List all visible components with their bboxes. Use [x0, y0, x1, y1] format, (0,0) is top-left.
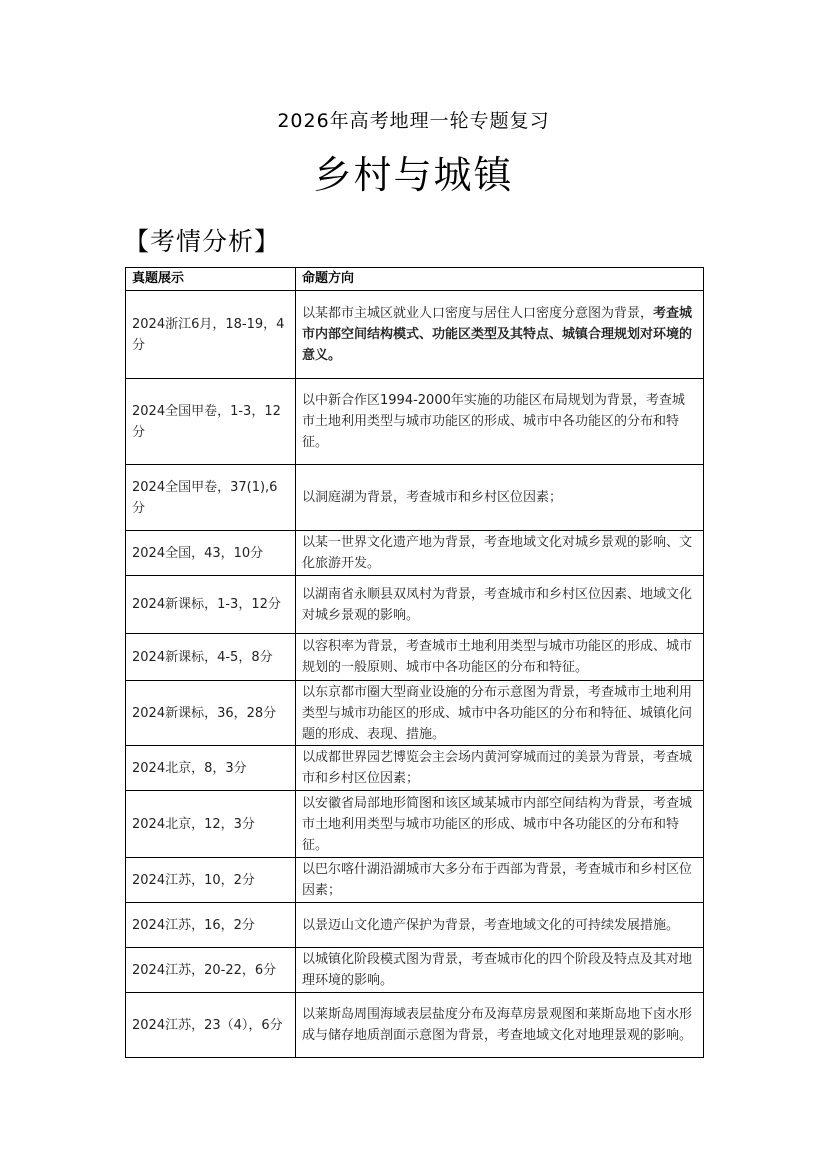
- direction-text: 以湖南省永顺县双凤村为背景，考查城市和乡村区位因素、地域文化对城乡景观的影响。: [302, 586, 693, 623]
- direction-text: 以洞庭湖为背景，考查城市和乡村区位因素；: [302, 490, 563, 505]
- exam-source-cell: [126, 858, 296, 903]
- direction-cell: [296, 746, 704, 791]
- section-heading: 【考情分析】: [124, 227, 281, 256]
- column-header-direction: 命题方向: [296, 268, 704, 291]
- page-subtitle: 2026年高考地理一轮专题复习: [277, 110, 550, 132]
- table-row: [126, 576, 704, 634]
- exam-source-cell: [126, 903, 296, 948]
- exam-source-text: 2024浙江6月，18-19，4分: [132, 316, 285, 353]
- table-row: [126, 948, 704, 993]
- direction-text: 以中新合作区1994-2000年实施的功能区布局规划为背景，考查城市土地利用类型与城市功能区的形成、城市中各功能区的分布和特征。: [302, 393, 685, 450]
- exam-source-cell: [126, 948, 296, 993]
- table-row: [126, 531, 704, 576]
- exam-source-text: 2024北京，12，3分: [132, 816, 255, 832]
- direction-cell: [296, 903, 704, 948]
- table-header-row: [126, 268, 704, 291]
- exam-source-cell: [126, 291, 296, 379]
- exam-source-text: 2024全国甲卷，37(1),6分: [132, 479, 278, 516]
- direction-text: 以安徽省局部地形简图和该区域某城市内部空间结构为背景，考查城市土地利用类型与城市功能区的形成、城市中各功能区的分布和特征。: [302, 795, 693, 853]
- column-header-source: 真题展示: [126, 268, 296, 291]
- direction-text: 以容积率为背景，考查城市土地利用类型与城市功能区的形成、城市规划的一般原则、城市中各功能区的分布和特征。: [302, 639, 693, 675]
- direction-cell: [296, 681, 704, 746]
- exam-source-cell: [126, 465, 296, 531]
- direction-text: 以莱斯岛周围海域表层盐度分布及海草房景观图和莱斯岛地下卤水形成与储存地质剖面示意图为背景，考查地域文化对地理景观的影响。: [302, 1007, 693, 1043]
- exam-source-text: 2024新课标，4-5，8分: [132, 649, 273, 665]
- exam-analysis-table: [125, 267, 704, 1058]
- page-title: 乡村与城镇: [313, 153, 514, 197]
- direction-text: 以城镇化阶段模式图为背景，考查城市化的四个阶段及特点及其对地理环境的影响。: [302, 952, 693, 988]
- exam-source-cell: [126, 681, 296, 746]
- direction-cell: [296, 634, 704, 681]
- direction-cell: [296, 993, 704, 1058]
- direction-cell: [296, 948, 704, 993]
- exam-source-text: 2024新课标，1-3，12分: [132, 597, 281, 612]
- direction-text: 以东京都市圈大型商业设施的分布示意图为背景，考查城市土地利用类型与城市功能区的形成、城市中各功能区的分布和特征、城镇化问题的形成、表现、措施。: [302, 684, 693, 742]
- direction-cell: [296, 531, 704, 576]
- table-row: [126, 746, 704, 791]
- exam-source-text: 2024江苏，16，2分: [132, 917, 255, 933]
- table-row: [126, 465, 704, 531]
- table-row: [126, 993, 704, 1058]
- direction-text: 以某一世界文化遗产地为背景，考查地域文化对城乡景观的影响、文化旅游开发。: [302, 535, 693, 571]
- exam-source-cell: [126, 791, 296, 858]
- exam-source-text: 2024全国甲卷，1-3，12分: [132, 403, 281, 440]
- direction-emphasis-text: 考查城市内部空间结构模式、功能区类型及其特点、城镇合理规划对环境的意义。: [302, 306, 693, 363]
- exam-source-text: 2024北京，8，3分: [132, 760, 247, 776]
- exam-source-cell: [126, 379, 296, 465]
- direction-cell: [296, 379, 704, 465]
- direction-text: 以巴尔喀什湖沿湖城市大多分布于西部为背景，考查城市和乡村区位因素；: [302, 862, 693, 898]
- table-row: [126, 791, 704, 858]
- table-row: [126, 681, 704, 746]
- exam-source-text: 2024新课标，36，28分: [132, 705, 277, 721]
- table-row: [126, 903, 704, 948]
- exam-source-text: 2024全国，43，10分: [132, 545, 264, 561]
- table-row: [126, 291, 704, 379]
- exam-source-cell: [126, 634, 296, 681]
- exam-source-cell: [126, 746, 296, 791]
- exam-source-cell: [126, 993, 296, 1058]
- exam-source-text: 2024江苏，23（4），6分: [132, 1017, 283, 1033]
- direction-cell: [296, 791, 704, 858]
- direction-cell: [296, 858, 704, 903]
- direction-text: 以景迈山文化遗产保护为背景，考查地域文化的可持续发展措施。: [302, 917, 680, 933]
- direction-cell: [296, 465, 704, 531]
- direction-text: 以成都世界园艺博览会主会场内黄河穿城而过的美景为背景，考查城市和乡村区位因素；: [302, 750, 693, 786]
- exam-source-text: 2024江苏，20-22，6分: [132, 962, 277, 978]
- exam-source-cell: [126, 531, 296, 576]
- table-row: [126, 634, 704, 681]
- table-row: [126, 379, 704, 465]
- table-row: [126, 858, 704, 903]
- direction-cell: [296, 576, 704, 634]
- direction-cell: [296, 291, 704, 379]
- direction-text: 以某都市主城区就业人口密度与居住人口密度分意图为背景，: [302, 306, 654, 321]
- exam-source-text: 2024江苏，10，2分: [132, 872, 255, 888]
- exam-source-cell: [126, 576, 296, 634]
